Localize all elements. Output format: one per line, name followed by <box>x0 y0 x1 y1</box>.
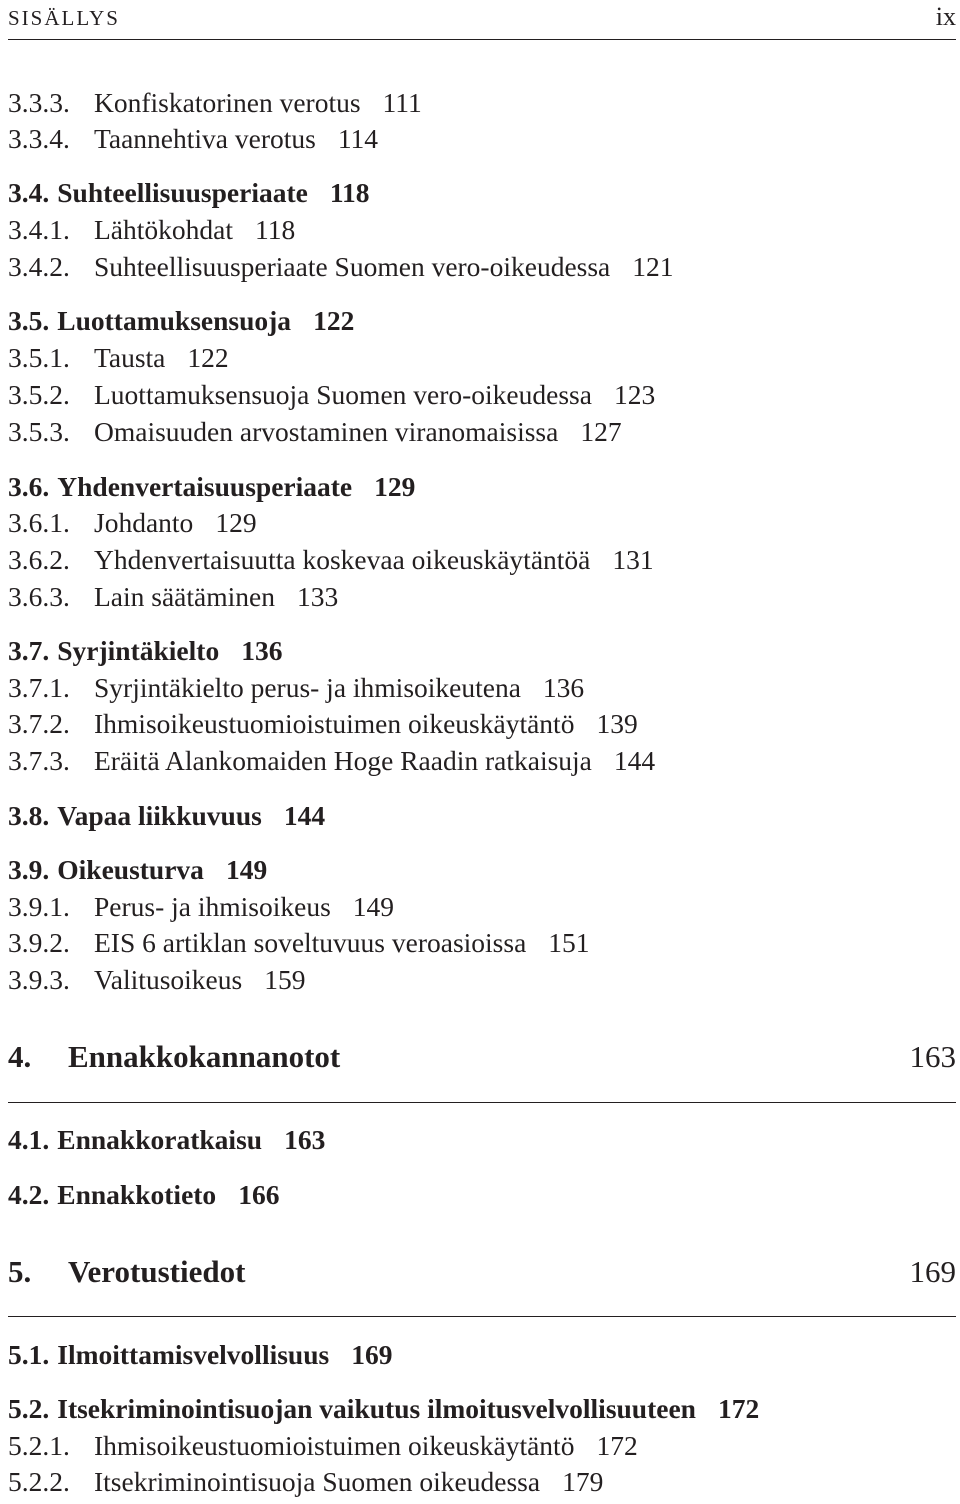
toc-number: 5.2. <box>8 1393 50 1424</box>
toc-title: Lain säätäminen <box>94 581 275 612</box>
toc-number: 3.5.1. <box>8 342 70 373</box>
toc-number: 3.6.1. <box>8 507 70 538</box>
toc-number: 3.6. <box>8 471 50 502</box>
header-rule <box>8 39 956 40</box>
toc-page: 159 <box>264 964 306 995</box>
toc-entry[interactable] <box>8 671 584 705</box>
toc-section-entry[interactable] <box>8 1338 392 1372</box>
toc-number: 5.1. <box>8 1339 50 1370</box>
toc-number: 3.7.3. <box>8 745 70 776</box>
toc-number: 3.6.3. <box>8 581 70 612</box>
toc-page: 163 <box>909 1039 956 1074</box>
toc-page: 166 <box>238 1179 280 1210</box>
toc-number: 3.9.1. <box>8 891 70 922</box>
toc-entry[interactable] <box>8 926 590 960</box>
toc-chapter-entry[interactable] <box>8 1253 956 1291</box>
toc-entry[interactable] <box>8 506 257 540</box>
toc-title: Syrjintäkielto perus- ja ihmisoikeutena <box>94 672 521 703</box>
toc-number: 3.8. <box>8 800 50 831</box>
toc-title: Johdanto <box>94 507 194 538</box>
toc-chapter-entry[interactable] <box>8 1038 956 1076</box>
toc-entry[interactable] <box>8 890 394 924</box>
toc-number: 4.2. <box>8 1179 50 1210</box>
toc-page: 121 <box>632 251 674 282</box>
toc-section-entry[interactable] <box>8 853 267 887</box>
toc-title: Verotustiedot <box>68 1254 246 1289</box>
toc-page: 169 <box>909 1254 956 1289</box>
toc-section-entry[interactable] <box>8 1178 279 1212</box>
toc-title: Ihmisoikeustuomioistuimen oikeuskäytäntö <box>94 1430 575 1461</box>
toc-page: 163 <box>284 1124 326 1155</box>
toc-page: 129 <box>215 507 257 538</box>
toc-title: Suhteellisuusperiaate Suomen vero-oikeudessa <box>94 251 611 282</box>
toc-number: 3.7.1. <box>8 672 70 703</box>
toc-page: 149 <box>225 854 268 885</box>
toc-title: Ilmoittamisvelvollisuus <box>57 1339 330 1370</box>
toc-number: 3.5.3. <box>8 416 70 447</box>
toc-page: 136 <box>241 635 283 666</box>
toc-page: 172 <box>717 1393 760 1424</box>
toc-number: 3.9. <box>8 854 50 885</box>
toc-page: 136 <box>542 672 585 703</box>
toc-entry[interactable] <box>8 963 305 997</box>
toc-title: Lähtökohdat <box>94 214 233 245</box>
toc-page: 131 <box>612 544 654 575</box>
toc-entry[interactable] <box>8 1465 603 1499</box>
toc-title: Luottamuksensuoja Suomen vero-oikeudessa <box>94 379 592 410</box>
running-head-title: SISÄLLYS <box>8 6 120 30</box>
toc-number: 3.9.3. <box>8 964 70 995</box>
toc-number: 4. <box>8 1039 32 1074</box>
toc-page: 149 <box>352 891 395 922</box>
toc-page: 111 <box>382 87 422 118</box>
toc-number: 5.2.2. <box>8 1466 70 1497</box>
toc-section-entry[interactable] <box>8 634 282 668</box>
toc-title: Syrjintäkielto <box>57 635 220 666</box>
toc-page: 144 <box>613 745 656 776</box>
toc-number: 5. <box>8 1254 32 1289</box>
toc-page: 151 <box>548 927 590 958</box>
running-head <box>8 2 956 36</box>
toc-number: 3.7. <box>8 635 50 666</box>
toc-title: Itsekriminointisuoja Suomen oikeudessa <box>94 1466 541 1497</box>
toc-title: Perus- ja ihmisoikeus <box>94 891 331 922</box>
toc-number: 3.4.2. <box>8 251 70 282</box>
toc-section-entry[interactable] <box>8 1123 325 1157</box>
toc-page: 123 <box>613 379 656 410</box>
toc-entry[interactable] <box>8 250 674 284</box>
toc-page: 118 <box>255 214 296 245</box>
toc-number: 3.9.2. <box>8 927 70 958</box>
toc-title: Ennakkoratkaisu <box>57 1124 263 1155</box>
toc-title: Suhteellisuusperiaate <box>57 177 308 208</box>
toc-title: Itsekriminointisuojan vaikutus ilmoitusvelvollisuuteen <box>57 1393 696 1424</box>
toc-number: 3.3.3. <box>8 87 70 118</box>
toc-page: 129 <box>374 471 416 502</box>
toc-entry[interactable] <box>8 415 622 449</box>
toc-number: 5.2.1. <box>8 1430 70 1461</box>
toc-title: Oikeusturva <box>57 854 204 885</box>
toc-section-entry[interactable] <box>8 799 325 833</box>
toc-entry[interactable] <box>8 341 229 375</box>
toc-title: Omaisuuden arvostaminen viranomaisissa <box>94 416 559 447</box>
toc-section-entry[interactable] <box>8 304 354 338</box>
toc-page: 133 <box>296 581 339 612</box>
toc-title: Tausta <box>94 342 166 373</box>
page-number: ix <box>935 2 956 31</box>
toc-title: Luottamuksensuoja <box>57 305 292 336</box>
toc-title: EIS 6 artiklan soveltuvuus veroasioissa <box>94 927 527 958</box>
toc-section-entry[interactable] <box>8 470 415 504</box>
toc-title: Eräitä Alankomaiden Hoge Raadin ratkaisuja <box>94 745 592 776</box>
toc-page: 179 <box>562 1466 604 1497</box>
toc-page: 127 <box>580 416 622 447</box>
toc-title: Ennakkokannanotot <box>68 1039 341 1074</box>
toc-number: 3.4.1. <box>8 214 70 245</box>
toc-title: Yhdenvertaisuusperiaate <box>57 471 353 502</box>
toc-page: 122 <box>187 342 229 373</box>
toc-entry[interactable] <box>8 86 422 120</box>
toc-title: Vapaa liikkuvuus <box>57 800 262 831</box>
toc-entry[interactable] <box>8 580 338 614</box>
toc-page: 118 <box>329 177 370 208</box>
toc-title: Ihmisoikeustuomioistuimen oikeuskäytäntö <box>94 708 575 739</box>
toc-number: 3.7.2. <box>8 708 70 739</box>
toc-entry[interactable] <box>8 543 654 577</box>
toc-entry[interactable] <box>8 744 655 778</box>
toc-title: Ennakkotieto <box>57 1179 217 1210</box>
toc-page: 172 <box>596 1430 638 1461</box>
toc-entry[interactable] <box>8 707 638 741</box>
toc-number: 3.6.2. <box>8 544 70 575</box>
chapter-rule <box>8 1102 956 1103</box>
toc-title: Konfiskatorinen verotus <box>94 87 361 118</box>
toc-page: 169 <box>351 1339 393 1370</box>
toc-number: 4.1. <box>8 1124 50 1155</box>
toc-page: 139 <box>596 708 638 739</box>
toc-entry[interactable] <box>8 122 378 156</box>
toc-entry[interactable] <box>8 1429 638 1463</box>
toc-number: 3.4. <box>8 177 50 208</box>
toc-title: Valitusoikeus <box>94 964 243 995</box>
toc-page: 144 <box>283 800 326 831</box>
toc-title: Yhdenvertaisuutta koskevaa oikeuskäytäntöä <box>94 544 591 575</box>
toc-section-entry[interactable] <box>8 1392 759 1426</box>
toc-title: Taannehtiva verotus <box>94 123 316 154</box>
toc-number: 3.5. <box>8 305 50 336</box>
toc-page: 114 <box>337 123 379 154</box>
toc-section-entry[interactable] <box>8 176 370 210</box>
toc-entry[interactable] <box>8 213 295 247</box>
toc-number: 3.5.2. <box>8 379 70 410</box>
toc-page: 122 <box>313 305 355 336</box>
toc-number: 3.3.4. <box>8 123 70 154</box>
toc-entry[interactable] <box>8 378 655 412</box>
chapter-rule <box>8 1316 956 1317</box>
